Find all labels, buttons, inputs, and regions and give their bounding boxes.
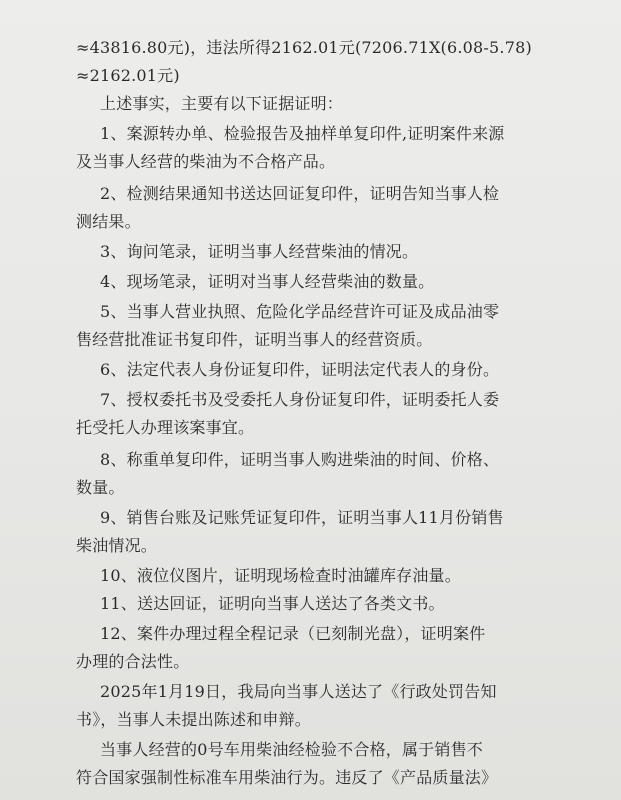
text-line-13: 7、授权委托书及受委托人身份证复印件，证明委托人委 — [100, 390, 500, 409]
text-line-11: 售经营批准证书复印件，证明当事人的经营资质。 — [76, 330, 433, 349]
text-line-21: 12、案件办理过程全程记录（已刻制光盘），证明案件 — [100, 624, 486, 643]
text-line-1: ≈43816.80元)，违法所得2162.01元(7206.71X(6.08-5.78) — [76, 38, 532, 57]
text-line-10: 5、当事人营业执照、危险化学品经营许可证及成品油零 — [100, 302, 500, 321]
text-line-20: 11、送达回证，证明向当事人送达了各类文书。 — [100, 594, 445, 613]
text-line-2: ≈2162.01元) — [76, 66, 180, 85]
text-line-8: 3、询问笔录，证明当事人经营柴油的情况。 — [100, 242, 419, 261]
text-line-26: 符合国家强制性标准车用柴油行为。违反了《产品质量法》 — [76, 768, 498, 787]
text-line-25: 当事人经营的0号车用柴油经检验不合格，属于销售不 — [100, 740, 483, 759]
text-line-3: 上述事实，主要有以下证据证明： — [100, 94, 344, 113]
text-line-15: 8、称重单复印件，证明当事人购进柴油的时间、价格、 — [100, 450, 500, 469]
text-line-17: 9、销售台账及记账凭证复印件，证明当事人11月份销售 — [100, 508, 504, 527]
text-line-18: 柴油情况。 — [76, 536, 158, 555]
text-line-9: 4、现场笔录，证明对当事人经营柴油的数量。 — [100, 272, 435, 291]
text-line-6: 2、检测结果通知书送达回证复印件，证明告知当事人检 — [100, 184, 500, 203]
text-line-7: 测结果。 — [76, 212, 141, 231]
text-line-23: 2025年1月19日，我局向当事人送达了《行政处罚告知 — [100, 682, 497, 701]
text-line-4: 1、案源转办单、检验报告及抽样单复印件,证明案件来源 — [100, 124, 505, 143]
text-line-19: 10、液位仪图片，证明现场检查时油罐库存油量。 — [100, 566, 461, 585]
text-line-22: 办理的合法性。 — [76, 652, 190, 671]
text-line-12: 6、法定代表人身份证复印件，证明法定代表人的身份。 — [100, 360, 500, 379]
text-line-24: 书》，当事人未提出陈述和申辩。 — [76, 710, 312, 729]
text-line-5: 及当事人经营的柴油为不合格产品。 — [76, 152, 336, 171]
text-line-14: 托受托人办理该案事宜。 — [76, 418, 255, 437]
text-line-16: 数量。 — [76, 478, 125, 497]
